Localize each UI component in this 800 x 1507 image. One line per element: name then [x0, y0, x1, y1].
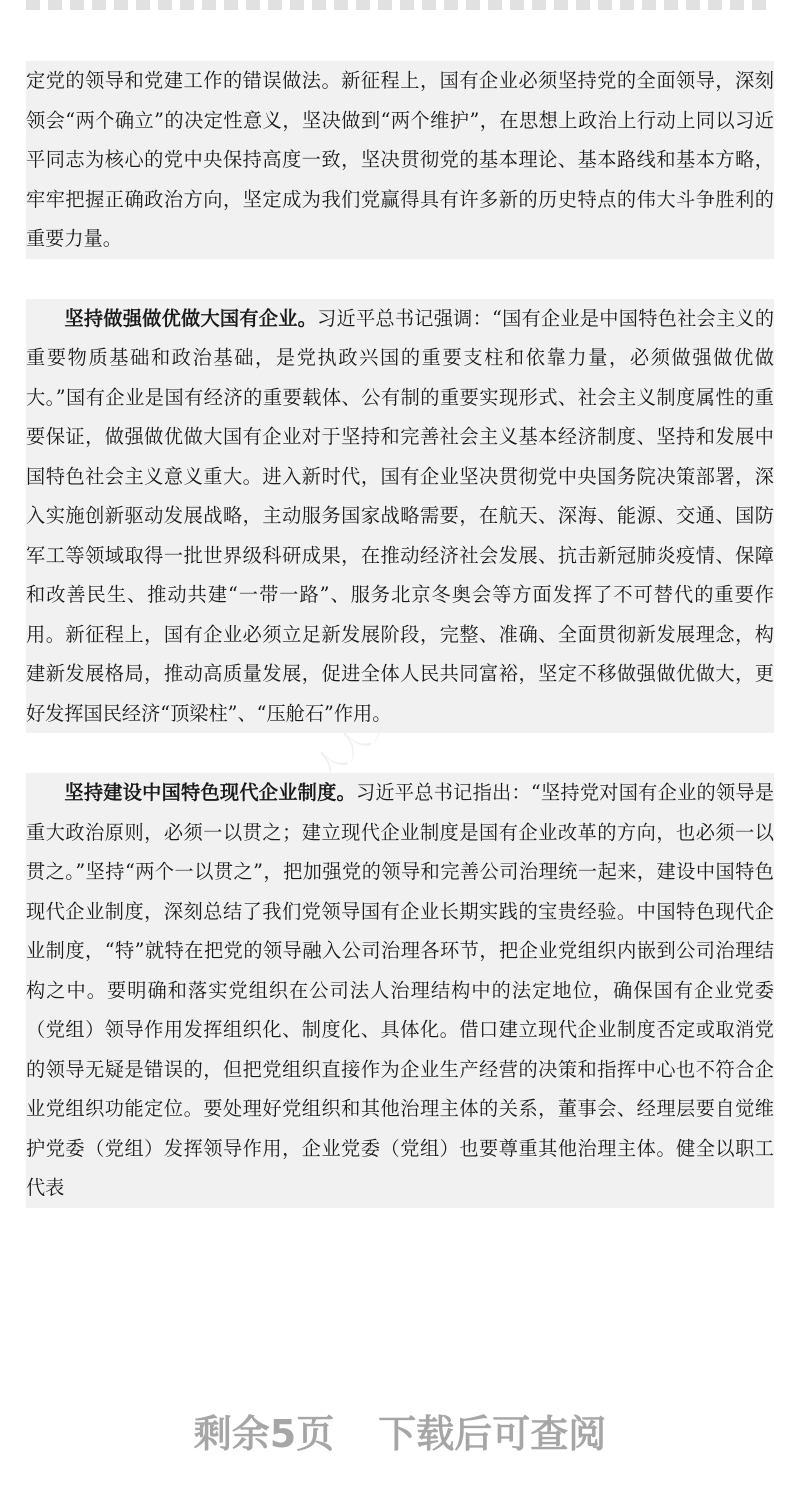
paragraph-party-leadership: 定党的领导和党建工作的错误做法。新征程上，国有企业必须坚持党的全面领导，深刻领会“两个确立”的决定性意义，坚决做到“两个维护”，在思想上政治上行动上同以习近平同志为核心的党中央保持高度一致，坚决贯彻党的基本理论、基本路线和基本方略，牢牢把握正确政治方向，坚定成为我们党赢得具有许多新的历史特点的伟大斗争胜利的重要力量。: [26, 61, 774, 259]
paragraph-strengthen-soe: [26, 299, 774, 734]
paragraph-text: 习近平总书记强调：“国有企业是中国特色社会主义的重要物质基础和政治基础，是党执政兴国的重要支柱和依靠力量，必须做强做优做大。”国有企业是国有经济的重要载体、公有制的重要实现形式、社会主义制度属性的重要保证，做强做优做大国有企业对于坚持和完善社会主义基本经济制度、坚持和发展中国特色社会主义意义重大。进入新时代，国有企业坚决贯彻党中央国务院决策部署，深入实施创新驱动发展战略，主动服务国家战略需要，在航天、深海、能源、交通、国防军工等领域取得一批世界级科研成果，在推动经济社会发展、抗击新冠肺炎疫情、保障和改善民生、推动共建“一带一路”、服务北京冬奥会等方面发挥了不可替代的重要作用。新征程上，国有企业必须立足新发展阶段，完整、准确、全面贯彻新发展理念，构建新发展格局，推动高质量发展，促进全体人民共同富裕，坚定不移做强做优做大，更好发挥国民经济“顶梁柱”、“压舱石”作用。: [26, 306, 775, 725]
paragraph-heading: 坚持建设中国特色现代企业制度。: [64, 781, 356, 804]
paragraph-heading: 坚持做强做优做大国有企业。: [64, 306, 318, 330]
remaining-pages-text: 剩余5页: [193, 1412, 335, 1456]
download-to-view-text: 下载后可查阅: [378, 1412, 607, 1456]
paragraph-text: 习近平总书记指出：“坚持党对国有企业的领导是重大政治原则，必须一以贯之；建立现代企业制度是国有企业改革的方向，也必须一以贯之。”坚持“两个一以贯之”，把加强党的领导和完善公司治理统一起来，建设中国特色现代企业制度，深刻总结了我们党领导国有企业长期实践的宝贵经验。中国特色现代企业制度，“特”就特在把党的领导融入公司治理各环节，把企业党组织内嵌到公司治理结构之中。要明确和落实党组织在公司法人治理结构中的法定地位，确保国有企业党委（党组）领导作用发挥组织化、制度化、具体化。借口建立现代企业制度否定或取消党的领导无疑是错误的，但把党组织直接作为企业生产经营的决策和指挥中心也不符合企业党组织功能定位。要处理好党组织和其他治理主体的关系，董事会、经理层要自觉维护党委（党组）发挥领导作用，企业党委（党组）也要尊重其他治理主体。健全以职工代表: [26, 781, 775, 1199]
paragraph-modern-enterprise-system: [26, 773, 774, 1208]
paragraph-gap: [26, 259, 774, 299]
previous-line-fragment: [26, 0, 774, 10]
document-body: [26, 61, 774, 1208]
paragraph-gap: [26, 733, 774, 773]
download-prompt[interactable]: [0, 1403, 800, 1458]
